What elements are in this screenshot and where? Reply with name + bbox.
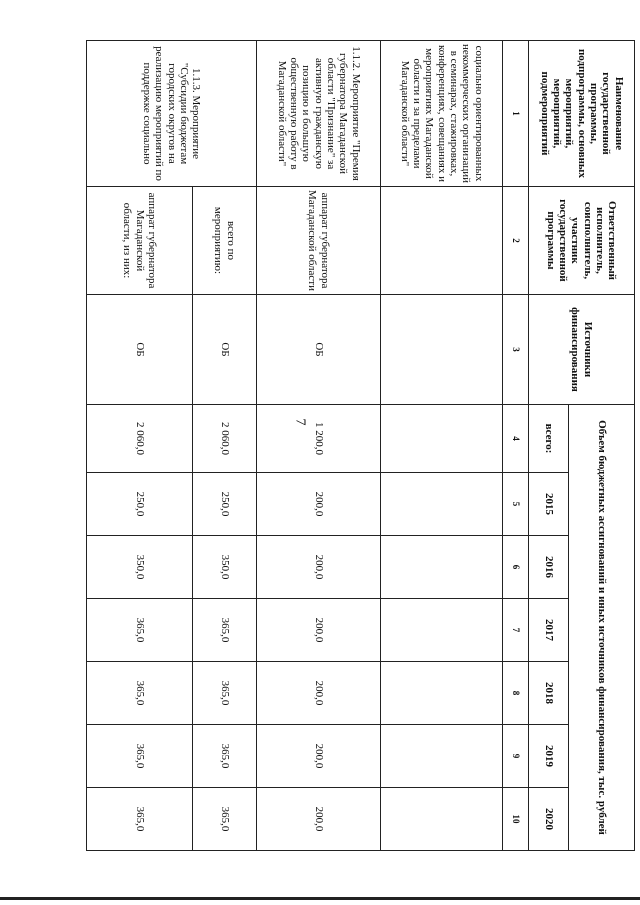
value-cell: 250,0	[87, 473, 193, 536]
column-number: 5	[503, 473, 529, 536]
value-cell: 1 200,0	[257, 405, 381, 473]
column-number: 9	[503, 725, 529, 788]
value-cell: 250,0	[193, 473, 257, 536]
table-row	[381, 41, 503, 851]
source-cell: ОБ	[193, 295, 257, 405]
column-number: 8	[503, 662, 529, 725]
header-program-name: Наименование государственной программы, подпрограммы, основных мероприятий, мероприятий, подмероприятий	[529, 41, 635, 187]
header-year-total: всего:	[529, 405, 569, 473]
header-year-2019: 2019	[529, 725, 569, 788]
scan-edge-bar	[0, 897, 640, 900]
column-number: 10	[503, 788, 529, 851]
value-cell: 350,0	[87, 536, 193, 599]
value-cell	[381, 788, 503, 851]
value-cell: 365,0	[193, 725, 257, 788]
column-number: 6	[503, 536, 529, 599]
column-number: 7	[503, 599, 529, 662]
header-executor: Ответственный исполнитель, соисполнитель, участник государственной программы	[529, 187, 635, 295]
value-cell	[381, 725, 503, 788]
source-cell	[381, 295, 503, 405]
source-cell: ОБ	[87, 295, 193, 405]
value-cell: 2 060,0	[87, 405, 193, 473]
column-number: 1	[503, 41, 529, 187]
executor-cell	[381, 187, 503, 295]
value-cell: 200,0	[257, 599, 381, 662]
value-cell	[381, 405, 503, 473]
executor-cell: всего по мероприятию:	[193, 187, 257, 295]
header-year-2018: 2018	[529, 662, 569, 725]
value-cell	[381, 599, 503, 662]
header-year-2017: 2017	[529, 599, 569, 662]
rotated-table-container	[87, 40, 635, 850]
value-cell: 200,0	[257, 536, 381, 599]
column-number: 3	[503, 295, 529, 405]
value-cell: 200,0	[257, 473, 381, 536]
table-row	[257, 41, 381, 851]
column-number-row	[503, 41, 529, 851]
value-cell: 365,0	[87, 725, 193, 788]
value-cell: 350,0	[193, 536, 257, 599]
table-row	[193, 41, 257, 851]
header-year-2020: 2020	[529, 788, 569, 851]
value-cell: 200,0	[257, 662, 381, 725]
value-cell: 365,0	[87, 662, 193, 725]
header-year-2015: 2015	[529, 473, 569, 536]
value-cell: 200,0	[257, 788, 381, 851]
executor-cell: аппарат губернатора Магаданской области, из них:	[87, 187, 193, 295]
header-funding-source: Источники финансирования	[529, 295, 635, 405]
column-number: 2	[503, 187, 529, 295]
value-cell	[381, 473, 503, 536]
value-cell: 365,0	[193, 788, 257, 851]
value-cell: 200,0	[257, 725, 381, 788]
value-cell	[381, 536, 503, 599]
value-cell: 365,0	[87, 599, 193, 662]
header-year-2016: 2016	[529, 536, 569, 599]
header-funding-volume: Объем бюджетных ассигнований и иных источников финансирования, тыс. рублей	[569, 405, 635, 851]
page-number: 7	[292, 418, 308, 426]
column-number: 4	[503, 405, 529, 473]
executor-cell: аппарат губернатора Магаданской области	[257, 187, 381, 295]
program-name-cell: 1.1.3. Мероприятие "Субсидии бюджетам городских округов на реализацию мероприятий по поддержке социально	[87, 41, 257, 187]
value-cell: 2 060,0	[193, 405, 257, 473]
value-cell: 365,0	[87, 788, 193, 851]
value-cell: 365,0	[193, 662, 257, 725]
source-cell: ОБ	[257, 295, 381, 405]
funding-table	[86, 40, 635, 851]
program-name-cell: социально ориентированных некоммерческих организаций в семинарах, стажировках, конференциях, совещаниях и мероприятиях Магаданской области и за пределами Магаданской области"	[381, 41, 503, 187]
program-name-cell: 1.1.2. Мероприятие "Премия губернатора Магаданской области "Признание" за активную гражданскую позицию и большую общественную работу в Магаданской области"	[257, 41, 381, 187]
value-cell	[381, 662, 503, 725]
value-cell: 365,0	[193, 599, 257, 662]
